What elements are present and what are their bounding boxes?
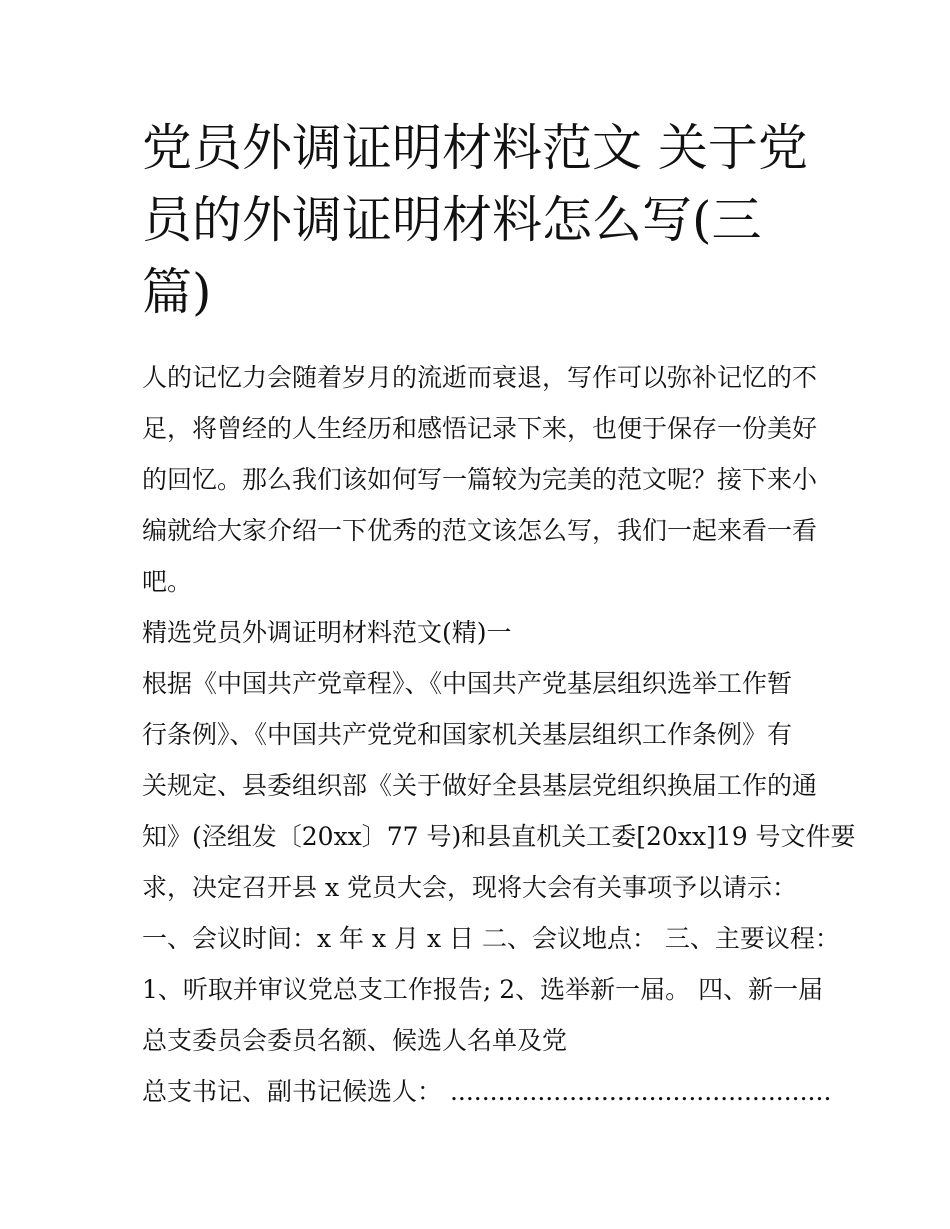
body-line: 关规定、县委组织部《关于做好全县基层党组织换届工作的通 <box>142 771 818 800</box>
body-line: 一、会议时间：x 年 x 月 x 日 二、会议地点： 三、主要议程： <box>142 924 840 953</box>
intro-line: 编就给大家介绍一下优秀的范文该怎么写，我们一起来看一看 <box>142 516 818 545</box>
body-line: 求，决定召开县 x 党员大会，现将大会有关事项予以请示： <box>142 873 797 902</box>
intro-line: 人的记忆力会随着岁月的流逝而衰退，写作可以弥补记忆的不 <box>142 363 818 392</box>
body-line: 根据《中国共产党章程》、《中国共产党基层组织选举工作暂 <box>142 669 793 698</box>
body-line: 总支书记、副书记候选人： ................................................ <box>142 1077 832 1106</box>
body-line: 行条例》、《中国共产党党和国家机关基层组织工作条例》有 <box>142 720 793 749</box>
body-line: 知》(泾组发〔20xx〕77 号)和县直机关工委[20xx]19 号文件要 <box>142 822 856 851</box>
document-title: 党员外调证明材料范文 关于党员的外调证明材料怎么写(三篇) <box>142 119 808 321</box>
intro-line: 的回忆。那么我们该如何写一篇较为完美的范文呢？接下来小 <box>142 465 818 494</box>
section-heading: 精选党员外调证明材料范文(精)一 <box>142 618 512 647</box>
intro-line: 吧。 <box>142 567 193 596</box>
body-line: 总支委员会委员名额、候选人名单及党 <box>142 1026 568 1055</box>
body-line: 1、听取并审议党总支工作报告; 2、选举新一届。 四、新一届 <box>142 975 824 1004</box>
intro-line: 足，将曾经的人生经历和感悟记录下来，也便于保存一份美好 <box>142 414 818 443</box>
